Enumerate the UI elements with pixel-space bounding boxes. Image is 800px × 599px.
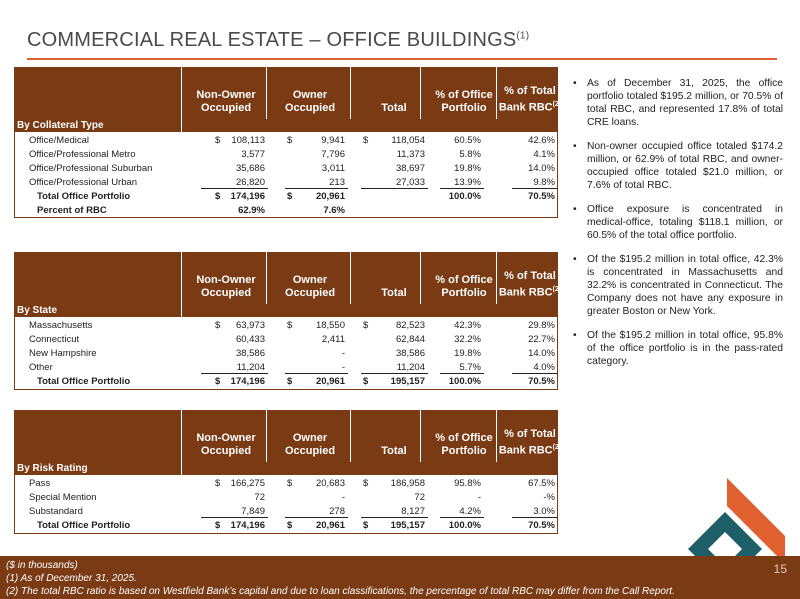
bullet-text: Non-owner occupied office totaled $174.2 million, or 62.9% of total RBC, and owner-occupied office totaled $21.0 million, or 7.6% of total RBC. (587, 141, 783, 191)
bullet-glyph: • (573, 204, 577, 215)
table-cell: 100.0% (448, 520, 481, 531)
dollar-sign: $ (363, 520, 369, 531)
column-header: Owner Occupied (284, 89, 336, 114)
table-cell: 70.5% (528, 376, 555, 387)
row-label: New Hampshire (29, 348, 97, 359)
page-number: 15 (773, 562, 787, 576)
dollar-sign: $ (215, 376, 221, 387)
column-header: % of Office Portfolio (435, 432, 493, 457)
table-row (15, 190, 557, 204)
column-header: Non-Owner Occupied (196, 432, 256, 457)
row-label: Percent of RBC (37, 205, 107, 216)
table-cell: 213 (329, 177, 345, 188)
dollar-sign: $ (215, 191, 221, 202)
table-cell: - (341, 348, 345, 359)
row-label: Substandard (29, 506, 83, 517)
table-row (15, 375, 557, 389)
table-row (15, 204, 557, 217)
row-label: Massachusetts (29, 320, 93, 331)
row-label: Total Office Portfolio (37, 376, 131, 387)
column-header: % of Total Bank RBC$^{(2)}$ (498, 270, 562, 299)
table-cell: - (341, 362, 345, 373)
table-cell: 82,523 (395, 320, 425, 331)
table-cell: 7,796 (321, 149, 345, 160)
column-header: Owner Occupied (284, 432, 336, 457)
bullet-text: Office exposure is concentrated in medical-office, totaling $118.1 million, or 60.5% of the total office portfolio. (587, 204, 783, 241)
table-cell: 5.7% (459, 362, 481, 373)
dollar-sign: $ (287, 135, 293, 146)
table-cell: 100.0% (448, 376, 481, 387)
row-label: Office/Professional Urban (29, 177, 138, 188)
table-cell: 62,844 (395, 334, 425, 345)
footnote-2: (2) The total RBC ratio is based on Westfield Bank’s capital and due to loan classifications, the percentage of total RBC may differ from the Call Report. (6, 586, 675, 597)
table-cell: 19.8% (454, 348, 481, 359)
table-cell: 35,686 (235, 163, 265, 174)
column-header: Non-Owner Occupied (196, 89, 256, 114)
table-cell: 19.8% (454, 163, 481, 174)
row-label: Office/Medical (29, 135, 90, 146)
table-row (15, 505, 557, 519)
table-cell: 72 (254, 492, 265, 503)
table-cell: 26,820 (235, 177, 265, 188)
column-header: Total (381, 102, 407, 114)
page-title: COMMERCIAL REAL ESTATE – OFFICE BUILDINGS$^{(1)}$ (27, 29, 530, 51)
dollar-sign: $ (215, 320, 221, 331)
table-row (15, 519, 557, 533)
section-label: By State (14, 304, 558, 317)
bullet-glyph: • (573, 254, 577, 265)
data-table (14, 410, 562, 534)
dollar-sign: $ (215, 478, 221, 489)
table-cell: 8,127 (401, 506, 425, 517)
table-cell: 174,196 (230, 376, 265, 387)
row-label: Special Mention (29, 492, 97, 503)
table-cell: 14.0% (528, 348, 555, 359)
table-cell: 60.5% (454, 135, 481, 146)
table-cell: 11,204 (236, 362, 265, 373)
table-cell: 20,961 (315, 520, 345, 531)
bullet-glyph: • (573, 141, 577, 152)
table-cell: 95.8% (454, 478, 481, 489)
table-cell: 18,550 (315, 320, 345, 331)
row-label: Other (29, 362, 53, 373)
table-row (15, 333, 557, 347)
table-cell: 118,054 (391, 135, 425, 146)
footnote-1: (1) As of December 31, 2025. (6, 573, 137, 584)
dollar-sign: $ (215, 520, 221, 531)
dollar-sign: $ (363, 320, 369, 331)
table-cell: 20,961 (315, 191, 345, 202)
table-cell: 70.5% (528, 191, 555, 202)
table-cell: 32.2% (454, 334, 481, 345)
table-cell: 166,275 (230, 478, 265, 489)
table-cell: - (341, 492, 345, 503)
table-row (15, 176, 557, 190)
row-label: Office/Professional Suburban (29, 163, 153, 174)
table-row (15, 347, 557, 361)
column-header: % of Office Portfolio (435, 274, 493, 299)
table-cell: 278 (329, 506, 345, 517)
table-cell: 67.5% (528, 478, 555, 489)
column-header: % of Total Bank RBC$^{(2)}$ (498, 85, 562, 114)
table-cell: 195,157 (390, 376, 425, 387)
table-body (14, 475, 558, 534)
table-cell: 3.0% (533, 506, 555, 517)
table-cell: 9.8% (533, 177, 555, 188)
data-table (14, 67, 562, 218)
dollar-sign: $ (287, 191, 293, 202)
table-cell: - (477, 492, 481, 503)
table-header (14, 67, 562, 119)
bullet-text: Of the $195.2 million in total office, 42.3% is concentrated in Massachusetts and 32.2% is concentrated in Connecticut. The Company does not have any exposure in greater Boston or New York. (587, 254, 783, 317)
table-cell: 22.7% (528, 334, 555, 345)
table-cell: 38,586 (235, 348, 265, 359)
table-cell: 13.9% (454, 177, 481, 188)
title-rule (27, 58, 777, 60)
bullet-item (571, 203, 783, 242)
table-cell: 42.3% (454, 320, 481, 331)
bullet-item (571, 77, 783, 129)
table-cell: 195,157 (390, 520, 425, 531)
bullet-item (571, 329, 783, 368)
table-cell: 9,941 (321, 135, 345, 146)
bullet-text: Of the $195.2 million in total office, 95.8% of the office portfolio is in the pass-rated category. (587, 330, 783, 367)
table-cell: 42.6% (528, 135, 555, 146)
table-cell: 38,697 (395, 163, 425, 174)
dollar-sign: $ (287, 320, 293, 331)
row-label: Total Office Portfolio (37, 191, 131, 202)
table-cell: 11,373 (396, 149, 425, 160)
bullet-glyph: • (573, 330, 577, 341)
table-row (15, 491, 557, 505)
table-cell: 3,011 (321, 163, 345, 174)
table-cell: 4.0% (533, 362, 555, 373)
table-cell: 7.6% (323, 205, 345, 216)
column-header: % of Total Bank RBC$^{(2)}$ (498, 428, 562, 457)
table-row (15, 477, 557, 491)
bullet-glyph: • (573, 78, 577, 89)
dollar-sign: $ (287, 520, 293, 531)
table-cell: 186,958 (390, 478, 425, 489)
table-cell: 5.8% (459, 149, 481, 160)
table-header (14, 410, 562, 462)
row-label: Pass (29, 478, 51, 489)
table-cell: -% (543, 492, 555, 503)
dollar-sign: $ (363, 376, 369, 387)
column-header: Owner Occupied (284, 274, 336, 299)
table-cell: 60,433 (235, 334, 265, 345)
table-cell: 63,973 (235, 320, 265, 331)
row-label: Office/Professional Metro (29, 149, 136, 160)
bullet-list (571, 77, 783, 379)
dollar-sign: $ (215, 135, 221, 146)
column-header: Non-Owner Occupied (196, 274, 256, 299)
table-cell: 3,577 (241, 149, 265, 160)
table-body (14, 317, 558, 390)
table-cell: 20,961 (315, 376, 345, 387)
row-label: Total Office Portfolio (37, 520, 131, 531)
dollar-sign: $ (287, 478, 293, 489)
table-cell: 29.8% (528, 320, 555, 331)
table-cell: 4.2% (459, 506, 481, 517)
table-cell: 72 (414, 492, 425, 503)
column-header: % of Office Portfolio (435, 89, 493, 114)
table-cell: 27,033 (395, 177, 425, 188)
table-cell: 4.1% (533, 149, 555, 160)
row-label: Connecticut (29, 334, 80, 345)
table-cell: 174,196 (230, 520, 265, 531)
table-body (14, 132, 558, 218)
table-cell: 7,849 (241, 506, 265, 517)
table-row (15, 361, 557, 375)
table-row (15, 319, 557, 333)
section-label: By Collateral Type (14, 119, 558, 132)
dollar-sign: $ (287, 376, 293, 387)
table-row (15, 148, 557, 162)
table-cell: 11,204 (396, 362, 425, 373)
table-row (15, 162, 557, 176)
table-header (14, 252, 562, 304)
table-row (15, 134, 557, 148)
bullet-text: As of December 31, 2025, the office portfolio totaled $195.2 million, or 70.5% of total RBC, and represented 17.8% of total CRE loans. (587, 78, 783, 128)
table-cell: 2,411 (321, 334, 345, 345)
table-cell: 62.9% (238, 205, 265, 216)
bullet-item (571, 140, 783, 192)
table-cell: 20,683 (315, 478, 345, 489)
table-cell: 100.0% (448, 191, 481, 202)
table-cell: 38,586 (395, 348, 425, 359)
table-cell: 108,113 (231, 135, 265, 146)
footnote-units: ($ in thousands) (6, 560, 78, 571)
dollar-sign: $ (363, 478, 369, 489)
table-cell: 174,196 (230, 191, 265, 202)
table-cell: 70.5% (528, 520, 555, 531)
section-label: By Risk Rating (14, 462, 558, 475)
column-header: Total (381, 287, 407, 299)
bullet-item (571, 253, 783, 318)
table-cell: 14.0% (528, 163, 555, 174)
data-table (14, 252, 562, 390)
column-header: Total (381, 445, 407, 457)
dollar-sign: $ (363, 135, 369, 146)
